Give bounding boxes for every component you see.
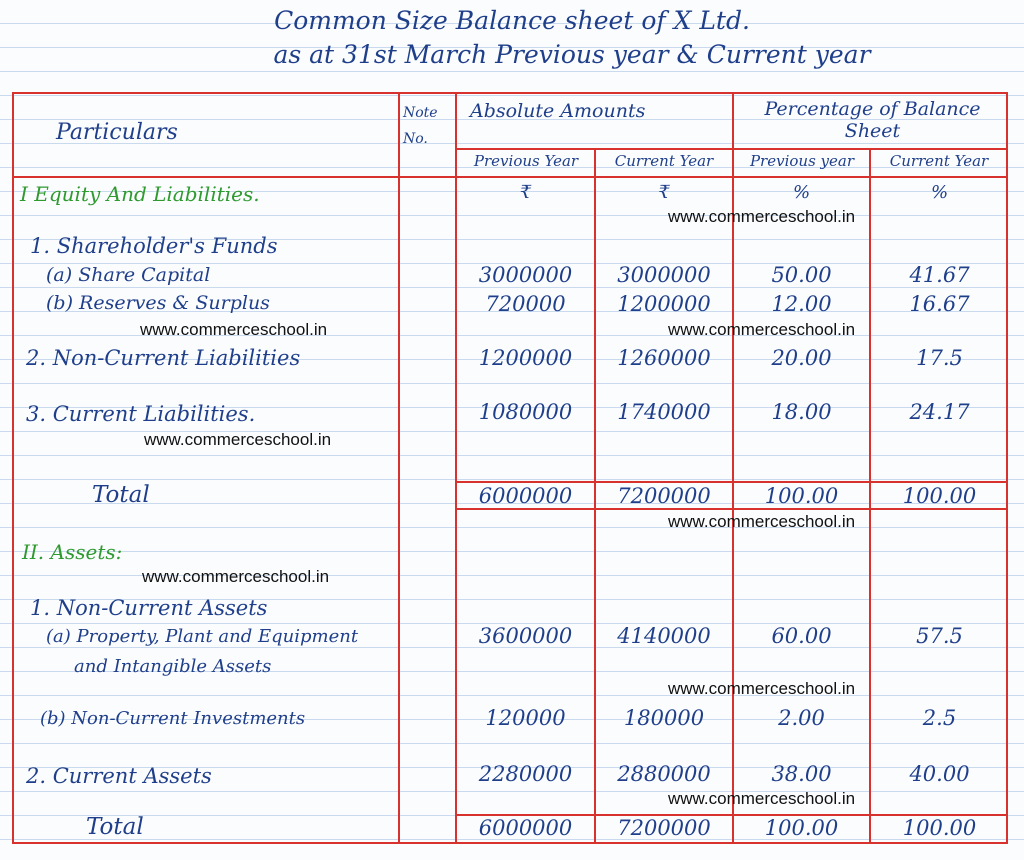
row-label-current-assets: 2. Current Assets bbox=[26, 764, 212, 788]
total-2-curr-pct: 100.00 bbox=[902, 816, 977, 840]
column-divider bbox=[732, 92, 734, 844]
header-current-year-pct: Current Year bbox=[889, 152, 989, 170]
share-capital-curr: 3000000 bbox=[617, 263, 711, 287]
header-note-no: Note No. bbox=[403, 105, 438, 147]
cl-prev: 1080000 bbox=[478, 400, 573, 424]
ca-prev-pct: 38.00 bbox=[771, 762, 832, 786]
watermark: www.commerceschool.in bbox=[668, 207, 856, 226]
row-label-share-capital: (a) Share Capital bbox=[46, 264, 211, 286]
nci-prev: 120000 bbox=[485, 706, 566, 730]
watermark: www.commerceschool.in bbox=[140, 320, 328, 339]
ppe-prev: 3600000 bbox=[478, 624, 573, 648]
ncl-prev-pct: 20.00 bbox=[771, 346, 832, 370]
row-label-reserves: (b) Reserves & Surplus bbox=[46, 292, 270, 314]
watermark: www.commerceschool.in bbox=[668, 320, 856, 339]
section-equity-liabilities: I Equity And Liabilities. bbox=[20, 182, 260, 206]
total-rule bbox=[455, 508, 1008, 510]
watermark: www.commerceschool.in bbox=[668, 512, 856, 531]
header-percentage: Percentage of Balance Sheet bbox=[764, 98, 981, 142]
page-title: Common Size Balance sheet of X Ltd. bbox=[274, 6, 750, 35]
ppe-curr: 4140000 bbox=[617, 624, 711, 648]
total-rule bbox=[455, 481, 1008, 483]
row-label-ppe-cont: and Intangible Assets bbox=[74, 656, 272, 677]
watermark: www.commerceschool.in bbox=[668, 679, 856, 698]
row-label-nc-investments: (b) Non-Current Investments bbox=[40, 708, 306, 729]
header-particulars: Particulars bbox=[56, 120, 178, 145]
watermark: www.commerceschool.in bbox=[144, 430, 332, 449]
ca-curr: 2880000 bbox=[617, 762, 711, 786]
reserves-curr-pct: 16.67 bbox=[909, 292, 970, 316]
nci-curr: 180000 bbox=[623, 706, 705, 730]
cl-curr: 1740000 bbox=[617, 400, 711, 424]
total-1-prev: 6000000 bbox=[478, 484, 573, 508]
header-divider bbox=[12, 176, 1008, 178]
total-2-prev: 6000000 bbox=[478, 816, 573, 840]
ca-prev: 2280000 bbox=[478, 762, 573, 786]
share-capital-curr-pct: 41.67 bbox=[909, 263, 970, 287]
row-label-total: Total bbox=[92, 482, 150, 508]
ppe-curr-pct: 57.5 bbox=[916, 624, 963, 648]
total-2-prev-pct: 100.00 bbox=[764, 816, 839, 840]
header-absolute-amounts: Absolute Amounts bbox=[470, 100, 646, 122]
nci-prev-pct: 2.00 bbox=[778, 706, 825, 730]
ncl-curr: 1260000 bbox=[617, 346, 711, 370]
unit-rupee: ₹ bbox=[658, 182, 670, 203]
ppe-prev-pct: 60.00 bbox=[771, 624, 832, 648]
total-1-prev-pct: 100.00 bbox=[764, 484, 839, 508]
column-divider bbox=[398, 92, 400, 844]
total-1-curr: 7200000 bbox=[617, 484, 711, 508]
unit-percent: % bbox=[930, 182, 949, 203]
section-assets: II. Assets: bbox=[22, 540, 123, 564]
header-previous-year-pct: Previous year bbox=[749, 152, 855, 170]
row-label-shareholders-funds: 1. Shareholder's Funds bbox=[30, 234, 278, 258]
reserves-curr: 1200000 bbox=[617, 292, 711, 316]
ca-curr-pct: 40.00 bbox=[909, 762, 970, 786]
header-previous-year: Previous Year bbox=[473, 152, 579, 170]
ncl-prev: 1200000 bbox=[478, 346, 573, 370]
header-current-year: Current Year bbox=[614, 152, 714, 170]
row-label-current-liabilities: 3. Current Liabilities. bbox=[26, 402, 256, 426]
row-label-non-current-assets: 1. Non-Current Assets bbox=[30, 596, 268, 620]
row-label-non-current-liabilities: 2. Non-Current Liabilities bbox=[26, 346, 301, 370]
unit-rupee: ₹ bbox=[519, 182, 532, 203]
watermark: www.commerceschool.in bbox=[142, 567, 330, 586]
watermark: www.commerceschool.in bbox=[668, 789, 856, 808]
ncl-curr-pct: 17.5 bbox=[916, 346, 963, 370]
total-1-curr-pct: 100.00 bbox=[902, 484, 977, 508]
nci-curr-pct: 2.5 bbox=[922, 706, 957, 730]
unit-percent: % bbox=[792, 182, 811, 203]
reserves-prev-pct: 12.00 bbox=[771, 292, 832, 316]
column-divider bbox=[455, 92, 457, 844]
cl-prev-pct: 18.00 bbox=[771, 400, 832, 424]
share-capital-prev: 3000000 bbox=[478, 263, 573, 287]
row-label-total: Total bbox=[86, 814, 144, 840]
row-label-ppe: (a) Property, Plant and Equipment bbox=[46, 626, 359, 647]
cl-curr-pct: 24.17 bbox=[909, 400, 970, 424]
reserves-prev: 720000 bbox=[485, 292, 566, 316]
share-capital-prev-pct: 50.00 bbox=[771, 263, 832, 287]
total-2-curr: 7200000 bbox=[617, 816, 711, 840]
page-subtitle: as at 31st March Previous year & Current year bbox=[273, 40, 871, 69]
header-divider bbox=[455, 148, 1008, 150]
